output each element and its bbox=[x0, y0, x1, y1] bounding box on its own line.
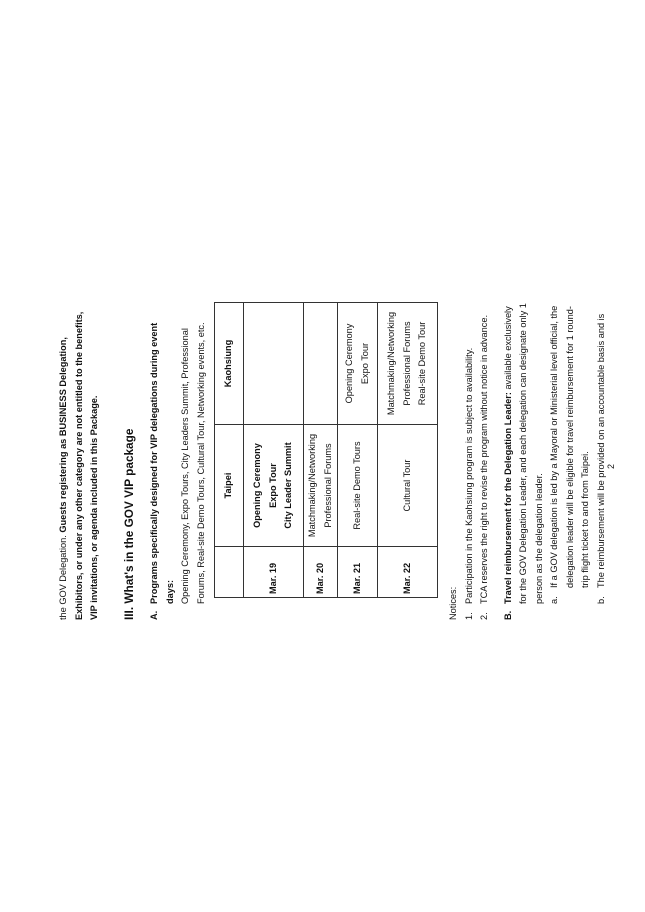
table-cell-line: Cultural Tour bbox=[401, 459, 412, 512]
table-cell-line: Opening Ceremony bbox=[252, 443, 263, 528]
table-body bbox=[244, 303, 438, 598]
section-b-description: for the GOV Delegation Leader, and each delegation can designate only 1 person as the delegation leader. bbox=[518, 303, 544, 604]
section-b-title-line: B. Travel reimbursement for the Delegation Leader: available exclusively bbox=[502, 306, 513, 620]
table-cell-line: Expo Tour bbox=[267, 463, 278, 508]
table-cell-taipei bbox=[378, 425, 438, 547]
section-a-description: Opening Ceremony, Expo Tours, City Leaders Summit, Professional Forums, Real-site Demo Tours, Cultural Tour, Networking events, etc. bbox=[180, 322, 206, 604]
notices-title: Notices: bbox=[448, 586, 458, 620]
intro-line-3: VIP invitations, or agenda included in this Package. bbox=[89, 395, 99, 620]
table-cell-date: Mar. 20 bbox=[304, 547, 338, 598]
section-b-subitems bbox=[547, 300, 609, 620]
table-header-kaohsiung: Kaohsiung bbox=[215, 303, 244, 425]
table-cell-line: Real-site Demo Tours bbox=[351, 441, 362, 530]
section-b bbox=[501, 300, 610, 620]
table-row bbox=[304, 303, 338, 598]
section-b-item-a: a. If a GOV delegation is led by a Mayoral or Ministerial level official, the delegation leader will be eligible for travel reimbursement for 1 round- trip flight ticket to and from Taipei. bbox=[549, 305, 590, 604]
table-cell-line: Real-site Demo Tour bbox=[417, 321, 428, 406]
table-cell-line: Matchmaking/Networking bbox=[386, 311, 397, 416]
table-row bbox=[378, 303, 438, 598]
page-number: 2 bbox=[606, 463, 616, 469]
table-cell-taipei bbox=[244, 425, 304, 547]
notice-item: 1. Participation in the Kaohsiung program is subject to availability. bbox=[463, 347, 474, 620]
intro-line-1: the GOV Delegation. Guests registering as BUSINESS Delegation, bbox=[58, 337, 68, 620]
section-heading: III. What's in the GOV VIP package bbox=[121, 428, 136, 620]
table-cell-taipei bbox=[338, 425, 378, 547]
table-cell-line: Professional Forums bbox=[401, 321, 412, 406]
table-header-date bbox=[215, 547, 244, 598]
notices bbox=[446, 300, 493, 620]
table-cell-taipei bbox=[304, 425, 338, 547]
notice-item: 2. TCA reserves the right to revise the program without notice in advance. bbox=[479, 314, 489, 620]
table-header-taipei: Taipei bbox=[215, 425, 244, 547]
table-cell-date: Mar. 21 bbox=[338, 547, 378, 598]
table-cell-kaohsiung bbox=[304, 303, 338, 425]
table-header-row bbox=[215, 303, 244, 598]
intro-paragraph bbox=[56, 300, 103, 620]
table-cell-kaohsiung bbox=[378, 303, 438, 425]
document-body bbox=[56, 300, 609, 620]
table-cell-kaohsiung bbox=[244, 303, 304, 425]
section-a-title: A. Programs specifically designed for VIP delegations during event days: bbox=[149, 322, 175, 620]
section-b-item-b: b. The reimbursement will be provided on an accountable basis and is bbox=[595, 313, 606, 604]
table-cell-line: City Leader Summit bbox=[283, 442, 294, 529]
table-cell-line: Opening Ceremony bbox=[344, 323, 354, 404]
table-row bbox=[338, 303, 378, 598]
intro-line-2: Exhibitors, or under any other category are not entitled to the benefits, bbox=[73, 311, 84, 620]
table-cell-line: Matchmaking/Networking bbox=[307, 433, 317, 538]
table-cell-kaohsiung bbox=[338, 303, 378, 425]
table-cell-line: Professional Forums bbox=[322, 443, 333, 528]
table-row bbox=[244, 303, 304, 598]
table-cell-line: Expo Tour bbox=[359, 342, 370, 385]
table-cell-date: Mar. 22 bbox=[378, 547, 438, 598]
table-cell-date: Mar. 19 bbox=[244, 547, 304, 598]
schedule-table bbox=[214, 302, 438, 598]
